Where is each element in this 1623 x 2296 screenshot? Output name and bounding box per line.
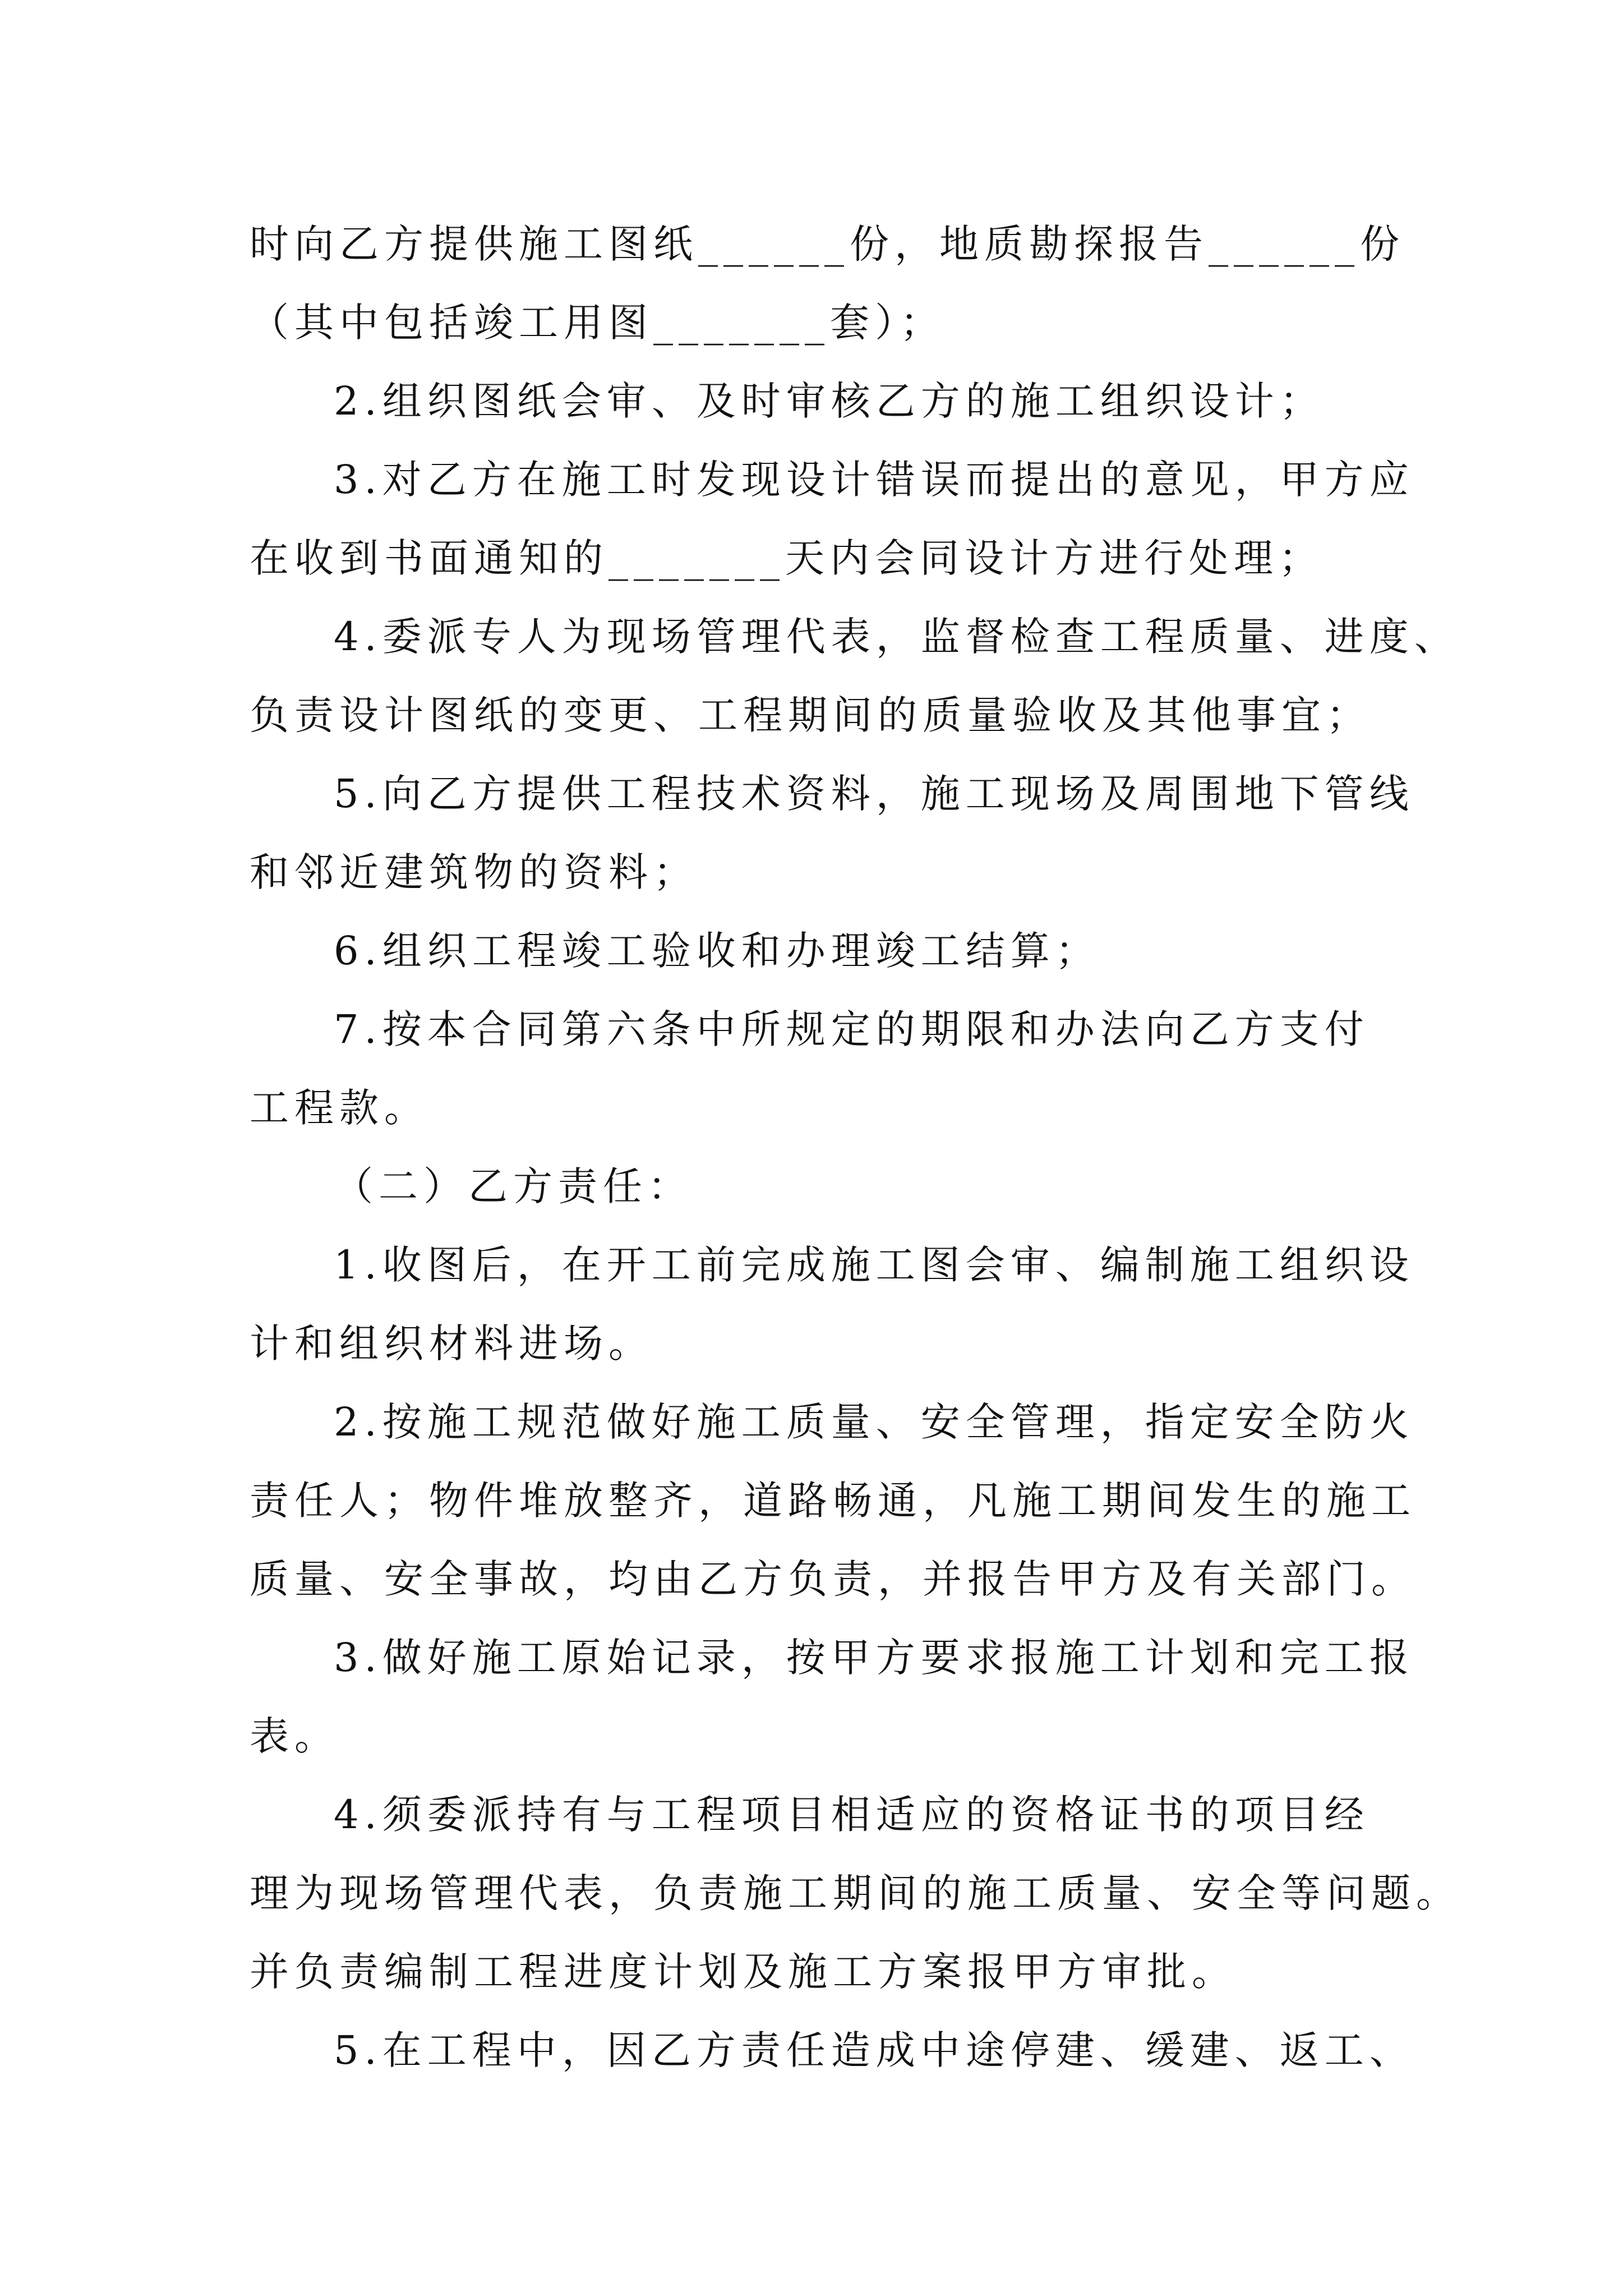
- text-line-14: 1.收图后，在开工前完成施工图会审、编制施工组织设: [334, 1242, 1414, 1288]
- text-line-15: 计和组织材料进场。: [250, 1320, 653, 1366]
- text-line-4: 3.对乙方在施工时发现设计错误而提出的意见，甲方应: [334, 457, 1414, 503]
- text-line-5: 在收到书面通知的_______天内会同设计方进行处理；: [250, 535, 1324, 581]
- text-line-12: 工程款。: [250, 1085, 429, 1131]
- section-heading: （二）乙方责任：: [334, 1163, 693, 1209]
- text-line-19: 3.做好施工原始记录，按甲方要求报施工计划和完工报: [334, 1635, 1414, 1681]
- text-line-10: 6.组织工程竣工验收和办理竣工结算；: [334, 928, 1100, 974]
- text-line-22: 理为现场管理代表，负责施工期间的施工质量、安全等问题。: [250, 1870, 1461, 1916]
- text-line-7: 负责设计图纸的变更、工程期间的质量验收及其他事宜；: [250, 692, 1371, 738]
- text-line-17: 责任人；物件堆放整齐，道路畅通，凡施工期间发生的施工: [250, 1478, 1416, 1524]
- text-line-11: 7.按本合同第六条中所规定的期限和办法向乙方支付: [334, 1006, 1370, 1052]
- text-line-24: 5.在工程中，因乙方责任造成中途停建、缓建、返工、: [334, 2027, 1414, 2073]
- text-line-18: 质量、安全事故，均由乙方负责，并报告甲方及有关部门。: [250, 1556, 1416, 1602]
- text-line-16: 2.按施工规范做好施工质量、安全管理，指定安全防火: [334, 1399, 1414, 1445]
- text-line-1: 时向乙方提供施工图纸______份，地质勘探报告______份: [250, 221, 1405, 267]
- text-line-21: 4.须委派持有与工程项目相适应的资格证书的项目经: [334, 1792, 1370, 1838]
- text-line-2: （其中包括竣工用图_______套）；: [250, 300, 945, 346]
- text-line-20: 表。: [250, 1713, 339, 1759]
- text-line-23: 并负责编制工程进度计划及施工方案报甲方审批。: [250, 1949, 1237, 1995]
- text-line-9: 和邻近建筑物的资料；: [250, 849, 698, 895]
- text-line-3: 2.组织图纸会审、及时审核乙方的施工组织设计；: [334, 378, 1325, 424]
- text-line-8: 5.向乙方提供工程技术资料，施工现场及周围地下管线: [334, 771, 1414, 817]
- text-line-6: 4.委派专人为现场管理代表，监督检查工程质量、进度、: [334, 614, 1459, 660]
